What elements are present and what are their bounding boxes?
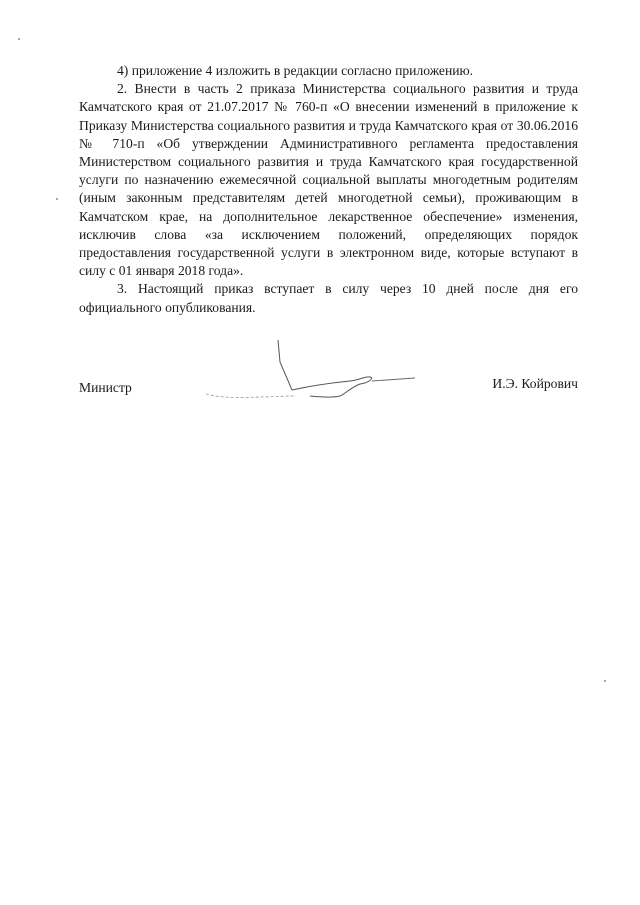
document-body xyxy=(79,62,578,317)
signatory-role: Министр xyxy=(79,380,132,395)
paragraph-point-2: 2. Внести в часть 2 приказа Министерства социального развития и труда Камчатского края от 21.07.2017 № 760-п «О внесении изменений в приложение к Приказу Министерства социального развития и труда Камчатского края от 30.06.2016 № 710-п «Об утверждении Административного регламента предоставления Министерством социального развития и труда Камчатского края государственной услуги по назначению ежемесячной социальной выплаты многодетным родителям (иным законным представителям детей многодетной семьи), проживающим в Камчатском крае, на дополнительное лекарственное обеспечение» изменения, исключив слова «за исключением положений, определяющих порядок предоставления государственной услуги в электронном виде, которые вступают в силу с 01 января 2018 года». xyxy=(79,81,578,279)
signatory-name: И.Э. Койрович xyxy=(492,376,578,391)
paragraph-item-4: 4) приложение 4 изложить в редакции согласно приложению. xyxy=(117,63,474,78)
scan-speck xyxy=(604,680,606,682)
paragraph-point-3: 3. Настоящий приказ вступает в силу через 10 дней после дня его официального опубликования. xyxy=(79,281,578,315)
scan-speck xyxy=(56,198,58,200)
signature-row xyxy=(79,376,578,406)
scan-speck xyxy=(18,38,20,40)
